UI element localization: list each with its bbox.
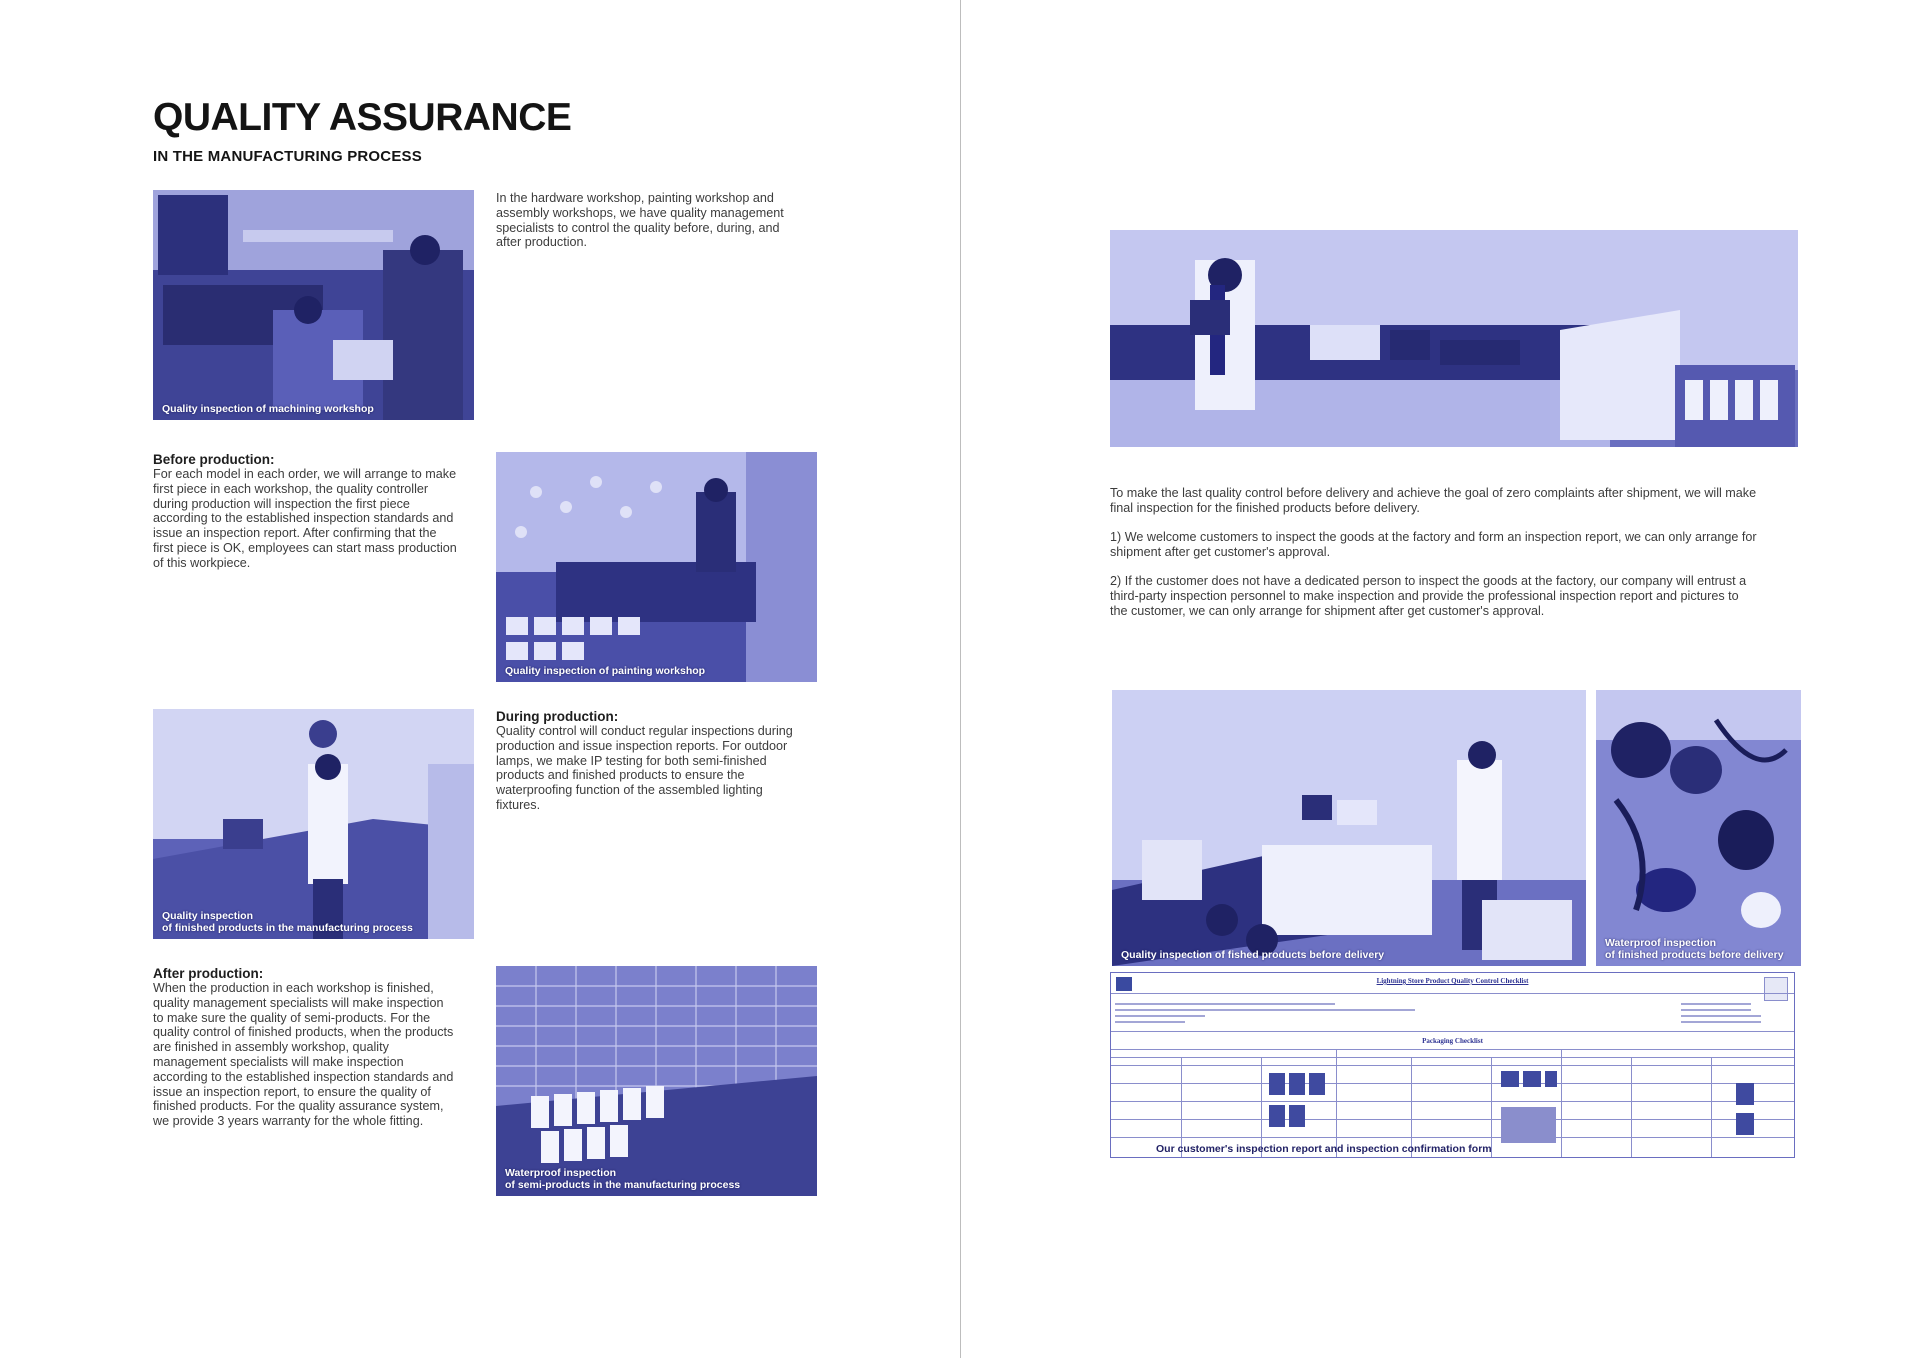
- caption-waterproof-finished: Waterproof inspection of finished products before delivery: [1605, 937, 1784, 961]
- inspection-report-image: [1110, 972, 1795, 1158]
- photo-lab-inspection: [1110, 230, 1798, 447]
- after-text: When the production in each workshop is finished, quality management specialists will make inspection to make sure the quality of semi-products. For the quality control of finished products, when the products are finished in assembly workshop, quality management specialists will make inspection according to the established inspection standards and issue an inspection report, to ensure the quality of finished products. For the quality assurance system, we provide 3 years warranty for the whole fitting.: [153, 981, 454, 1129]
- caption-final: Quality inspection of fished products before delivery: [1121, 948, 1385, 961]
- photo-painting-workshop: [496, 452, 817, 682]
- during-heading: During production:: [496, 709, 619, 724]
- final-inspection-text: To make the last quality control before delivery and achieve the goal of zero complaints after shipment, we will make final inspection for the finished products before delivery.: [1110, 486, 1757, 515]
- third-party-inspection-text: 2) If the customer does not have a dedicated person to inspect the goods at the factory, our company will entrust a third-party inspection personnel to make inspection and provide the professional inspection report and pictures to the customer, we can only arrange for shipment after get customer's approval.: [1110, 574, 1747, 618]
- after-heading: After production:: [153, 966, 264, 981]
- photo-waterproof-semi: [496, 966, 817, 1196]
- caption-painting: Quality inspection of painting workshop: [505, 664, 706, 677]
- report-title: Lightning Store Product Quality Control Checklist: [1376, 977, 1529, 985]
- report-section-title: Packaging Checklist: [1422, 1037, 1483, 1045]
- page-subtitle: IN THE MANUFACTURING PROCESS: [153, 148, 422, 165]
- before-text: For each model in each order, we will arrange to make first piece in each workshop, the quality controller during production will inspection the first piece according to the established inspection standards and issue an inspection report. After confirming that the first piece is OK, employees can start mass production of this workpiece.: [153, 467, 457, 570]
- page-title: QUALITY ASSURANCE: [153, 96, 572, 139]
- photo-machining-workshop: [153, 190, 474, 420]
- during-text: Quality control will conduct regular inspections during production and issue inspection reports. For outdoor lamps, we make IP testing for both semi-finished products and finished products to ensure the waterproofing function of the assembled lighting fixtures.: [496, 724, 793, 812]
- caption-semi: Waterproof inspection of semi-products in the manufacturing process: [505, 1167, 741, 1191]
- page-divider: [960, 0, 961, 1358]
- photo-final-inspection: [1112, 690, 1586, 966]
- caption-finished: Quality inspection of finished products in the manufacturing process: [162, 910, 413, 934]
- photo-finished-products: [153, 709, 474, 939]
- before-heading: Before production:: [153, 452, 275, 467]
- caption-machining: Quality inspection of machining workshop: [162, 402, 374, 415]
- report-caption: Our customer's inspection report and inspection confirmation form: [1156, 1143, 1492, 1155]
- photo-waterproof-finished: [1596, 690, 1801, 966]
- intro-text: In the hardware workshop, painting workshop and assembly workshops, we have quality management specialists to control the quality before, during, and after production.: [496, 191, 784, 250]
- customer-inspection-text: 1) We welcome customers to inspect the goods at the factory and form an inspection report, we can only arrange for shipment after get customer's approval.: [1110, 530, 1757, 559]
